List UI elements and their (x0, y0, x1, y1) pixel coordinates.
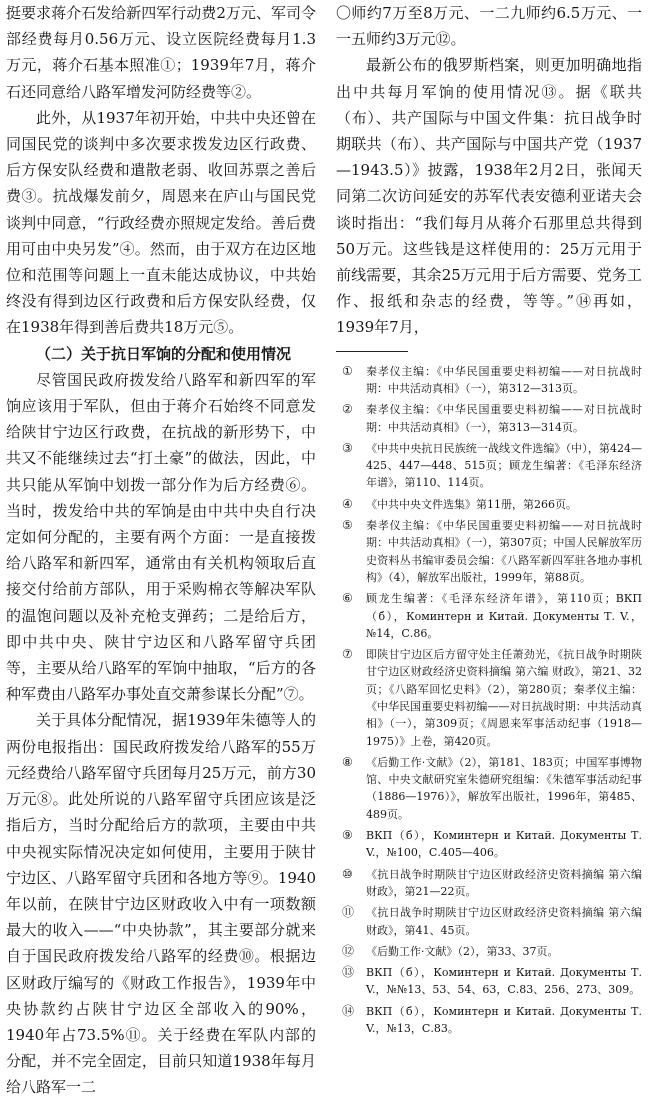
footnote-text: 《后勤工作·文献》（2），第33、37页。 (366, 944, 559, 958)
body-paragraph: 挺要求蒋介石发给新四军行动费2万元、军司令部经费每月0.56万元、设立医院经费每月1.3万元，蒋介石基本照准①；1939年7月，蒋介石还同意给八路军增发河防经费等②。 (6, 4, 316, 101)
footnote-item (336, 646, 642, 750)
footnote-marker: ⑭ (342, 1003, 355, 1018)
footnote-text: 秦孝仪主编：《中华民国重要史料初编——对日抗战时期：中共活动真相》（一），第307页；中国人民解放军历史资料丛书编审委员会编：《八路军新四军驻各地办事机构》（4），解放军出版社，1999年，第88页。 (366, 519, 642, 584)
footnote-text: ВКП（б），Коминтерн и Китай. Документы Т. V.，№13，С.83。 (366, 1004, 642, 1036)
footnote-item (336, 363, 642, 398)
footnote-marker: ⑥ (342, 591, 353, 606)
footnote-text: 《中共中央抗日民族统一战线文件选编》（中），第424—425、447—448、515页；顾龙生编著：《毛泽东经济年谱》，第110、114页。 (366, 441, 642, 490)
body-paragraph: 〇师约7万至8万元、一二九师约6.5万元、一一五师约3万元⑫。 (336, 4, 642, 49)
body-paragraph: 尽管国民政府拨发给八路军和新四军的军饷应该用于军队，但由于蒋介石始终不同意发给陕甘宁边区行政费，在抗战的新形势下，中共又不能继续过去“打土豪”的做法，因此，中共只能从军饷中划拨一部分作为后方经费⑥。当时，拨发给中共的军饷是由中共中央自行决定如何分配的，主要有两个方面：一是直接拨给八路军和新四军，通常由有关机构领取后直接交付给前方部队，用于采购棉衣等解决军队的温饱问题以及补充枪支弹药；二是给后方，即中共中央、陕甘宁边区和八路军留守兵团等，主要从给八路军的军饷中抽取，“后方的各种军费由八路军办事处直交萧参谋长分配”⑦。 (6, 370, 316, 704)
body-paragraph: 关于具体分配情况，据1939年朱德等人的两份电报指出：国民政府拨发给八路军的55万元经费给八路军留守兵团每月25万元，前方30万元⑧。此处所说的八路军留守兵团应该是泛指后方，当时分配给后方的款项，主要由中共中央视实际情况决定如何使用，主要用于陕甘宁边区、八路军留守兵团和各地方等⑨。1940年以前，在陕甘宁边区财政收入中有一项数额最大的收入——“中央协款”，其主要部分就来自于国民政府拨发给八路军的经费⑩。根据边区财政厅编写的《财政工作报告》，1939年中央协款约占陕甘宁边区全部收入的90%，1940年占73.5%⑪。关于经费在军队内部的分配，并不完全固定，目前只知道1938年每月给八路军一二 (6, 711, 316, 1097)
footnote-text: 《后勤工作·文献》（2），第181、183页；中国军事博物馆、中央文献研究室朱德研究组编：《朱德军事活动纪事（1886—1976）》，解放军出版社，1996年，第485、489页。 (366, 755, 642, 821)
footnote-item (336, 866, 642, 901)
footnote-item (336, 517, 642, 586)
right-column (336, 0, 642, 1041)
footnote-text: 《抗日战争时期陕甘宁边区财政经济史资料摘编 第六编 财政》，第21—22页。 (366, 867, 642, 898)
footnote-marker: ⑪ (342, 905, 355, 920)
footnote-item (336, 754, 642, 823)
footnote-text: 《抗日战争时期陕甘宁边区财政经济史资料摘编 第六编 财政》，第41、45页。 (366, 906, 642, 937)
footnote-text: 秦孝仪主编：《中华民国重要史料初编——对日抗战时期：中共活动真相》（一），第312—313页。 (366, 364, 642, 395)
footnote-text: 顾龙生编著：《毛泽东经济年谱》，第110页；ВКП（б），Коминтерн и Китай. Документы Т. V.，№14，С.86。 (366, 592, 642, 640)
footnote-marker: ⑫ (342, 943, 355, 958)
footnote-text: 秦孝仪主编：《中华民国重要史料初编——对日抗战时期：中共活动真相》（一），第313—314页。 (366, 403, 642, 434)
footnote-item (336, 943, 642, 960)
footnote-item (336, 590, 642, 642)
footnote-marker: ⑦ (342, 647, 353, 662)
footnote-item (336, 440, 642, 492)
footnote-marker: ⑧ (342, 754, 353, 769)
footnote-item (336, 904, 642, 939)
footnote-item (336, 401, 642, 436)
footnote-marker: ⑬ (342, 965, 355, 980)
body-paragraph: 此外，从1937年初开始，中共中央还曾在同国民党的谈判中多次要求拨发边区行政费、后方保安队经费和遣散老弱、收回苏票之善后费③。抗战爆发前夕，周恩来在庐山与国民党谈判中同意，“行政经费亦照规定发给。善后费用可由中央另发”④。然而，由于双方在边区地位和范围等问题上一直未能达成协议，中共始终没有得到边区行政费和后方保安队经费，仅在1938年得到善后费共18万元⑤。 (6, 108, 316, 337)
footnote-divider (336, 351, 408, 352)
section-heading: （二）关于抗日军饷的分配和使用情况 (36, 344, 292, 363)
footnote-item (336, 1003, 642, 1038)
footnote-marker: ④ (342, 496, 353, 511)
footnote-text: 即陕甘宁边区后方留守处主任萧劲光，《抗日战争时期陕甘宁边区财政经济史资料摘编 第六编 财政》，第21、32页；《八路军回忆史料》（2），第280页；秦孝仪主编：《中华民国重要史料初编——对日抗战时期：中共活动真相》（一），第309页；《周恩来军事活动纪事（1918—1975）》上卷，第420页。 (366, 648, 642, 748)
footnote-text: ВКП（б），Коминтерн и Китай. Документы Т. V.，№100，С.405—406。 (366, 829, 642, 860)
footnote-marker: ⑨ (342, 828, 353, 843)
footnote-item (336, 827, 642, 862)
footnote-list (336, 363, 642, 1038)
footnote-text: 《中共中央文件选集》第11册，第266页。 (366, 497, 577, 511)
footnote-marker: ⑩ (342, 866, 353, 881)
body-paragraph: 最新公布的俄罗斯档案，则更加明确地指出中共每月军饷的使用情况⑬。据《联共（布）、共产国际与中国文件集：抗日战争时期联共（布）、共产国际与中国共产党（1937—1943.5）》披露，1938年2月2日，张闻天同第二次访问延安的苏军代表安德利亚诺夫会谈时指出：“我们每月从蒋介石那里总共得到50万元。这些钱是这样使用的：25万元用于前线需要，其余25万元用于后方需要、党务工作、报纸和杂志的经费，等等。”⑭再如，1939年7月， (336, 56, 642, 337)
footnote-marker: ② (342, 402, 353, 417)
footnote-item (336, 496, 642, 513)
footnote-marker: ① (342, 363, 353, 378)
footnote-item (336, 964, 642, 999)
footnote-text: ВКП（б），Коминтерн и Китай. Документы Т. V.，№№13、53、54、63，С.83、256、273、309。 (366, 966, 642, 997)
left-column (6, 0, 316, 1101)
footnote-marker: ③ (342, 440, 353, 455)
footnote-marker: ⑤ (342, 518, 353, 533)
